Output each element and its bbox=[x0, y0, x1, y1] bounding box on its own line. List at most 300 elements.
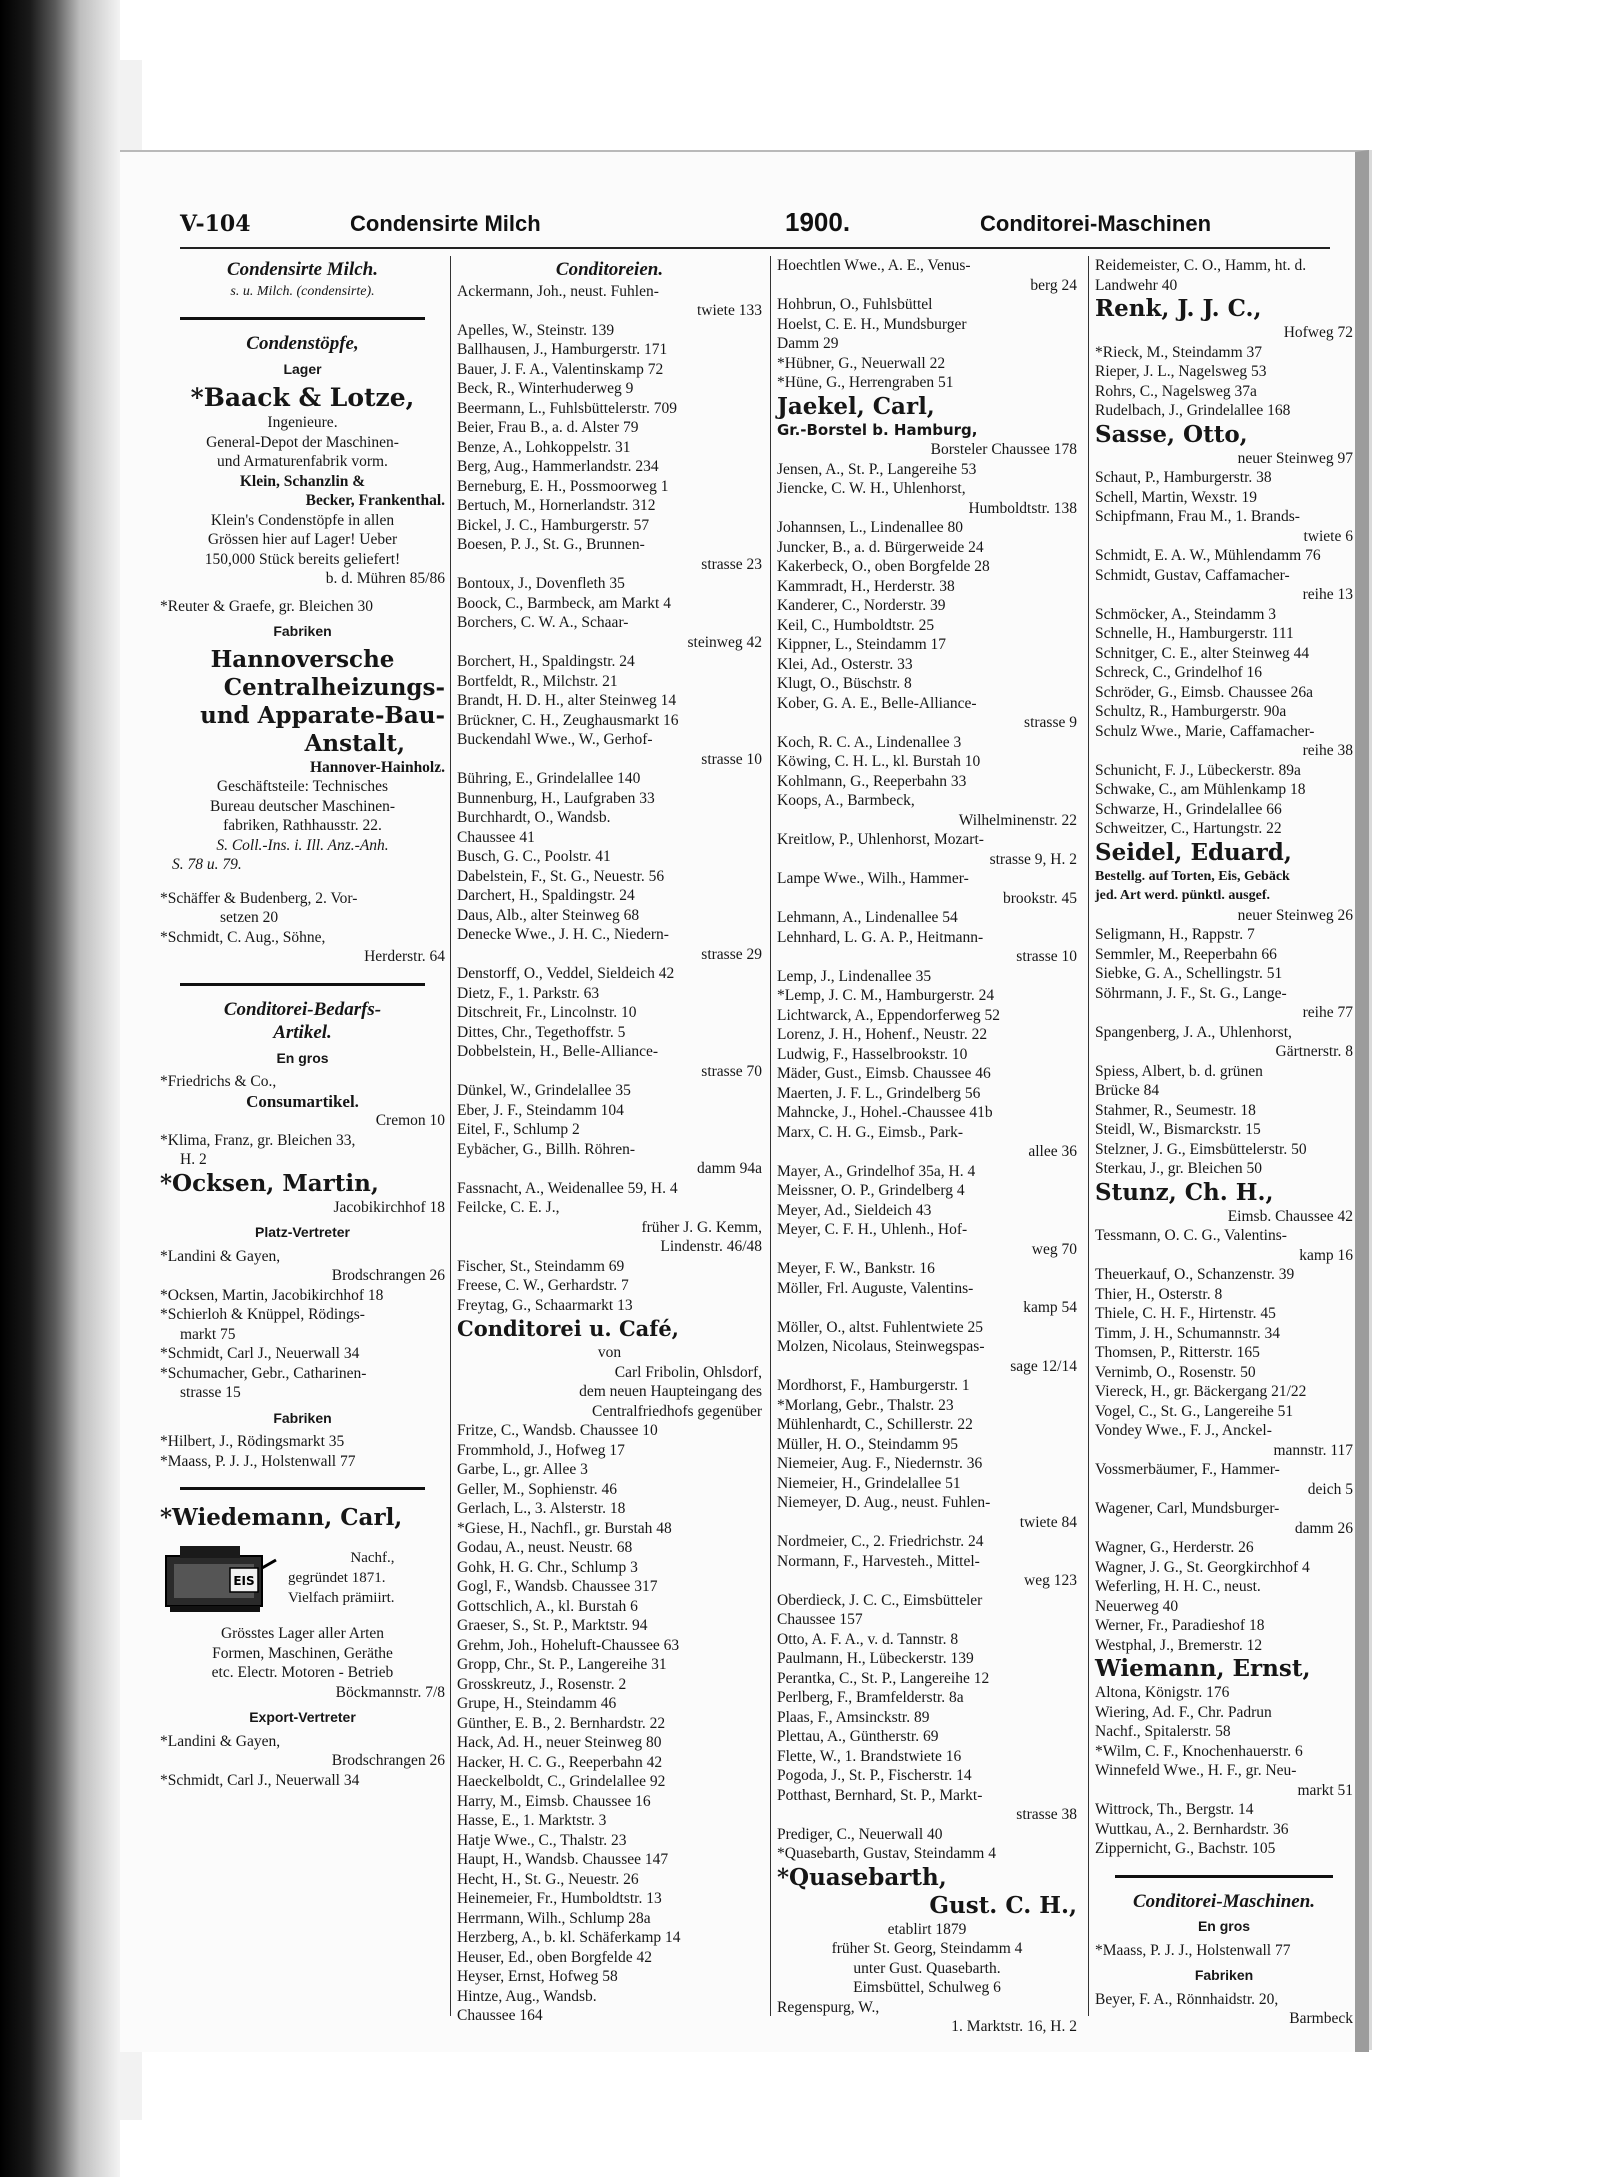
list-item: weg 123 bbox=[1024, 1572, 1077, 1589]
list-item: *Landini & Gayen, bbox=[160, 1247, 281, 1265]
entries-block-2 bbox=[777, 460, 1077, 1864]
wiedemann-text: Grösstes Lager aller Arten bbox=[220, 1625, 385, 1642]
sasse-address: neuer Steinweg 97 bbox=[1237, 449, 1353, 467]
list-item: Kippner, L., Steindamm 17 bbox=[777, 636, 946, 653]
baack-line: Klein, Schanzlin & bbox=[239, 472, 366, 490]
list-item: Wittrock, Th., Bergstr. 14 bbox=[1095, 1801, 1254, 1818]
list-item: damm 94a bbox=[697, 1160, 762, 1177]
list-item: Beermann, L., Fuhlsbüttelerstr. 709 bbox=[457, 399, 677, 417]
section-title-condensirte: Condensirte Milch. bbox=[227, 259, 378, 280]
list-item: Lichtwarck, A., Eppendorferweg 52 bbox=[777, 1006, 1000, 1024]
list-item: Schaut, P., Hamburgerstr. 38 bbox=[1095, 469, 1272, 486]
list-item: Tessmann, O. C. G., Valentins- bbox=[1095, 1227, 1287, 1244]
hannover-line: S. 78 u. 79. bbox=[172, 856, 242, 873]
list-item: strasse 10 bbox=[1016, 948, 1077, 965]
list-item: *Schmidt, C. Aug., Söhne, bbox=[160, 928, 326, 946]
list-item: setzen 20 bbox=[220, 909, 279, 926]
list-item: Hecht, H., St. G., Neuestr. 26 bbox=[457, 1870, 639, 1888]
wiedemann-text: etc. Electr. Motoren - Betrieb bbox=[211, 1664, 394, 1681]
list-item: strasse 38 bbox=[1016, 1806, 1077, 1823]
list-item: Landwehr 40 bbox=[1095, 276, 1178, 294]
list-item: Fischer, St., Steindamm 69 bbox=[457, 1257, 625, 1275]
list-item: Johannsen, L., Lindenallee 80 bbox=[777, 519, 963, 536]
jaekel-location: Gr.-Borstel b. Hamburg, bbox=[777, 420, 978, 439]
list-item: Dietz, F., 1. Parkstr. 63 bbox=[457, 984, 600, 1002]
list-item: Dünkel, W., Grindelallee 35 bbox=[457, 1082, 631, 1099]
list-item: Gropp, Chr., St. P., Langereihe 31 bbox=[457, 1656, 667, 1673]
list-item: Mahncke, J., Hohel.-Chaussee 41b bbox=[777, 1104, 993, 1121]
list-item: Nachf., Spitalerstr. 58 bbox=[1095, 1723, 1231, 1740]
list-item: Rudelbach, J., Grindelallee 168 bbox=[1095, 402, 1291, 419]
list-item: Niemeier, H., Grindelallee 51 bbox=[777, 1474, 961, 1492]
list-item: 1. Marktstr. 16, H. 2 bbox=[951, 2018, 1077, 2035]
firm-quasebarth: *Quasebarth, bbox=[777, 1863, 947, 1891]
list-item: *Rieck, M., Steindamm 37 bbox=[1095, 343, 1263, 361]
wiedemann-line: gegründet 1871. bbox=[288, 1570, 386, 1586]
list-item: Bertuch, M., Hornerlandstr. 312 bbox=[457, 497, 656, 514]
list-item: Kakerbeck, O., oben Borgfelde 28 bbox=[777, 558, 990, 575]
list-item: Haeckelboldt, C., Grindelallee 92 bbox=[457, 1773, 666, 1790]
list-item: Chaussee 41 bbox=[457, 828, 535, 846]
section-title-maschinen: Conditorei-Maschinen. bbox=[1132, 1890, 1316, 1912]
firm-quasebarth: Gust. C. H., bbox=[929, 1891, 1077, 1919]
firm-baack-lotze: *Baack & Lotze, bbox=[190, 383, 415, 412]
list-item: Berg, Aug., Hammerlandstr. 234 bbox=[457, 458, 659, 475]
list-item: *Giese, H., Nachfl., gr. Burstah 48 bbox=[457, 1519, 672, 1537]
list-item: strasse 9, H. 2 bbox=[989, 850, 1077, 868]
list-item: Jiencke, C. W. H., Uhlenhorst, bbox=[777, 480, 966, 497]
list-item: *Maass, P. J. J., Holstenwall 77 bbox=[160, 1452, 356, 1470]
list-item: Vossmerbäumer, F., Hammer- bbox=[1095, 1461, 1280, 1478]
eis-label: EIS bbox=[233, 1574, 255, 1588]
list-item: Feilcke, C. E. J., bbox=[457, 1199, 560, 1216]
list-item: Lehmann, A., Lindenallee 54 bbox=[777, 909, 958, 926]
label-fabriken: Fabriken bbox=[273, 623, 332, 639]
list-item: Reidemeister, C. O., Hamm, ht. d. bbox=[1095, 257, 1307, 274]
list-item: Normann, F., Harvesteh., Mittel- bbox=[777, 1552, 980, 1570]
list-item: Schipfmann, Frau M., 1. Brands- bbox=[1095, 508, 1300, 525]
header-year: 1900. bbox=[785, 207, 851, 237]
list-item: Günther, E. B., 2. Bernhardstr. 22 bbox=[457, 1714, 666, 1732]
list-item: *Schäffer & Budenberg, 2. Vor- bbox=[160, 889, 358, 907]
list-item: Flette, W., 1. Brandstwiete 16 bbox=[777, 1747, 962, 1765]
header-left-title: Condensirte Milch bbox=[350, 211, 541, 236]
list-item: Theuerkauf, O., Schanzenstr. 39 bbox=[1095, 1266, 1295, 1283]
label-fabriken: Fabriken bbox=[273, 1409, 332, 1426]
list-item: Spiess, Albert, b. d. grünen bbox=[1095, 1062, 1263, 1080]
quasebarth-line: Eimsbüttel, Schulweg 6 bbox=[853, 1979, 1001, 1996]
cafe-line: Centralfriedhofs gegenüber bbox=[591, 1402, 762, 1420]
list-item: Gärtnerstr. 8 bbox=[1275, 1043, 1353, 1060]
list-item: sage 12/14 bbox=[1010, 1357, 1077, 1375]
firm-wiedemann: *Wiedemann, Carl, bbox=[160, 1504, 403, 1531]
list-item: Schmidt, E. A. W., Mühlendamm 76 bbox=[1095, 547, 1321, 564]
list-item: Viereck, H., gr. Bäckergang 21/22 bbox=[1095, 1383, 1307, 1400]
list-item: Hoechtlen Wwe., A. E., Venus- bbox=[777, 257, 971, 274]
list-item: Mühlenhardt, C., Schillerstr. 22 bbox=[777, 1416, 973, 1433]
header-right-title: Conditorei-Maschinen bbox=[980, 211, 1212, 236]
seidel-line: jed. Art werd. pünktl. ausgef. bbox=[1095, 888, 1271, 903]
list-item: kamp 54 bbox=[1023, 1299, 1077, 1316]
list-item: Marx, C. H. G., Eimsb., Park- bbox=[777, 1123, 963, 1141]
list-item: Kober, G. A. E., Belle-Alliance- bbox=[777, 694, 977, 712]
consumartikel: Consumartikel. bbox=[246, 1091, 359, 1111]
column-1 bbox=[160, 256, 445, 2016]
list-item: Mordhorst, F., Hamburgerstr. 1 bbox=[777, 1377, 970, 1394]
list-item: Meyer, Ad., Sieldeich 43 bbox=[777, 1201, 932, 1219]
list-item: *Schmidt, Carl J., Neuerwall 34 bbox=[160, 1345, 360, 1362]
list-item: Hacker, H. C. G., Reeperbahn 42 bbox=[457, 1753, 663, 1771]
baack-line: Becker, Frankenthal. bbox=[305, 492, 445, 509]
list-item: Jacobikirchhof 18 bbox=[333, 1198, 445, 1216]
list-item: Koch, R. C. A., Lindenallee 3 bbox=[777, 733, 962, 751]
list-item: *Hüne, G., Herrengraben 51 bbox=[777, 374, 954, 391]
list-item: Barmbeck bbox=[1289, 2010, 1353, 2027]
list-item: strasse 9 bbox=[1024, 714, 1077, 731]
seidel-line: Bestellg. auf Torten, Eis, Gebäck bbox=[1095, 868, 1290, 884]
quasebarth-line: früher St. Georg, Steindamm 4 bbox=[831, 1940, 1023, 1957]
list-item: Weferling, H. H. C., neust. bbox=[1095, 1578, 1261, 1595]
list-item: Niemeyer, D. Aug., neust. Fuhlen- bbox=[777, 1494, 991, 1511]
list-item: Heinemeier, Fr., Humboldtstr. 13 bbox=[457, 1890, 662, 1907]
list-item: Perlberg, F., Bramfelderstr. 8a bbox=[777, 1689, 964, 1706]
list-item: Schnitger, C. E., alter Steinweg 44 bbox=[1095, 644, 1310, 662]
entries-block-2 bbox=[457, 1421, 762, 2026]
list-item: Plettau, A., Güntherstr. 69 bbox=[777, 1728, 939, 1745]
list-item: Wagener, Carl, Mundsburger- bbox=[1095, 1500, 1280, 1517]
list-item: Meyer, C. F. H., Uhlenh., Hof- bbox=[777, 1221, 968, 1238]
hannover-line: Hannover-Hainholz. bbox=[309, 758, 445, 776]
label-fabriken: Fabriken bbox=[1194, 1967, 1254, 1983]
list-item: Möller, Frl. Auguste, Valentins- bbox=[777, 1279, 974, 1297]
list-item: Schwake, C., am Mühlenkamp 18 bbox=[1095, 781, 1306, 798]
list-item: *Schmidt, Carl J., Neuerwall 34 bbox=[160, 1771, 360, 1789]
firm-renk: Renk, J. J. C., bbox=[1095, 295, 1262, 322]
list-item: Brodschrangen 26 bbox=[331, 1267, 445, 1284]
list-item: markt 75 bbox=[180, 1325, 236, 1343]
list-item: Boesen, P. J., St. G., Brunnen- bbox=[457, 536, 645, 553]
list-item: Vogel, C., St. G., Langereihe 51 bbox=[1095, 1402, 1294, 1420]
list-item: Stahmer, R., Seumestr. 18 bbox=[1095, 1101, 1256, 1119]
label-en-gros: En gros bbox=[276, 1049, 329, 1066]
list-item: *Hilbert, J., Rödingsmarkt 35 bbox=[160, 1433, 345, 1450]
list-item: Hintze, Aug., Wandsb. bbox=[457, 1987, 597, 2005]
label-export-vertreter: Export-Vertreter bbox=[249, 1709, 356, 1725]
list-item: brookstr. 45 bbox=[1002, 889, 1077, 907]
list-item: Regenspurg, W., bbox=[777, 1998, 880, 2016]
list-item: *Morlang, Gebr., Thalstr. 23 bbox=[777, 1396, 954, 1414]
list-item: Apelles, W., Steinstr. 139 bbox=[457, 321, 615, 339]
firm-wiemann: Wiemann, Ernst, bbox=[1095, 1655, 1311, 1682]
list-item: Buckendahl Wwe., W., Gerhof- bbox=[457, 731, 653, 748]
list-item: Mayer, A., Grindelhof 35a, H. 4 bbox=[777, 1162, 976, 1180]
list-item: Söhrmann, J. F., St. G., Lange- bbox=[1095, 984, 1287, 1002]
list-item: *Lemp, J. C. M., Hamburgerstr. 24 bbox=[777, 987, 995, 1004]
list-item: *Maass, P. J. J., Holstenwall 77 bbox=[1095, 1941, 1291, 1959]
list-item: Borchers, C. W. A., Schaar- bbox=[457, 614, 629, 631]
list-item: *Landini & Gayen, bbox=[160, 1732, 281, 1750]
divider bbox=[180, 317, 425, 320]
list-item: Cremon 10 bbox=[375, 1112, 445, 1129]
list-item: Maerten, J. F. L., Grindelberg 56 bbox=[777, 1084, 981, 1102]
list-item: Hack, Ad. H., neuer Steinweg 80 bbox=[457, 1734, 662, 1751]
list-item: Bickel, J. C., Hamburgerstr. 57 bbox=[457, 516, 650, 534]
divider bbox=[1115, 1875, 1333, 1878]
divider bbox=[180, 1487, 425, 1490]
wiedemann-text: Formen, Maschinen, Geräthe bbox=[212, 1644, 393, 1662]
list-item: kamp 16 bbox=[1299, 1246, 1353, 1264]
list-item: Niemeier, Aug. F., Niedernstr. 36 bbox=[777, 1455, 983, 1472]
list-item: Thiele, C. H. F., Hirtenstr. 45 bbox=[1095, 1305, 1276, 1322]
list-item: Busch, G. C., Poolstr. 41 bbox=[457, 848, 611, 865]
renk-address: Hofweg 72 bbox=[1283, 324, 1353, 341]
list-item: Graeser, S., St. P., Marktstr. 94 bbox=[457, 1617, 648, 1634]
list-item: Spangenberg, J. A., Uhlenhorst, bbox=[1095, 1023, 1292, 1041]
list-item: Daus, Alb., alter Steinweg 68 bbox=[457, 906, 640, 924]
list-item: Garbe, L., gr. Allee 3 bbox=[457, 1461, 588, 1478]
list-item: Godau, A., neust. Neustr. 68 bbox=[457, 1539, 633, 1556]
list-item: Schwarze, H., Grindelallee 66 bbox=[1095, 800, 1282, 818]
firm-jaekel: Jaekel, Carl, bbox=[777, 392, 935, 420]
list-item: Ackermann, Joh., neust. Fuhlen- bbox=[457, 282, 659, 300]
list-item: Boock, C., Barmbeck, am Markt 4 bbox=[457, 594, 671, 612]
baack-line: General-Depot der Maschinen- bbox=[206, 433, 399, 451]
list-item: Seligmann, H., Rappstr. 7 bbox=[1095, 926, 1255, 943]
section-title-condenstopfe: Condenstöpfe, bbox=[246, 333, 359, 354]
column-4 bbox=[1088, 256, 1353, 2027]
list-item: Hasse, E., 1. Marktstr. 3 bbox=[457, 1812, 607, 1829]
list-item: Schröder, G., Eimsb. Chaussee 26a bbox=[1095, 683, 1314, 701]
list-item: Steidl, W., Bismarckstr. 15 bbox=[1095, 1121, 1261, 1138]
firm-ocksen: *Ocksen, Martin, bbox=[160, 1169, 379, 1197]
list-item: Borchert, H., Spaldingstr. 24 bbox=[457, 653, 635, 670]
list-item: Meyer, F. W., Bankstr. 16 bbox=[777, 1260, 935, 1277]
list-item: Keil, C., Humboldtstr. 25 bbox=[777, 616, 935, 634]
list-item: Geller, M., Sophienstr. 46 bbox=[457, 1480, 617, 1498]
entries-block-1 bbox=[1095, 256, 1353, 295]
list-item: Hoelst, C. E. H., Mundsburger bbox=[777, 315, 967, 333]
list-item: Mäder, Gust., Eimsb. Chaussee 46 bbox=[777, 1065, 991, 1082]
list-item: Heyser, Ernst, Hofweg 58 bbox=[457, 1968, 618, 1985]
list-item: Thomsen, P., Ritterstr. 165 bbox=[1095, 1344, 1260, 1361]
list-item: *Ocksen, Martin, Jacobikirchhof 18 bbox=[160, 1286, 384, 1304]
list-item: Thier, H., Osterstr. 8 bbox=[1095, 1285, 1223, 1303]
list-item: Altona, Königstr. 176 bbox=[1095, 1684, 1230, 1701]
quasebarth-line: unter Gust. Quasebarth. bbox=[853, 1959, 1001, 1977]
hannover-line: Geschäftsteile: Technisches bbox=[216, 778, 389, 795]
list-item: strasse 70 bbox=[701, 1062, 762, 1080]
section-title-bedarf: Conditorei-Bedarfs- bbox=[223, 998, 382, 1020]
list-item: Hohbrun, O., Fuhlsbüttel bbox=[777, 296, 933, 313]
list-item: Wagner, J. G., St. Georgkirchhof 4 bbox=[1095, 1558, 1310, 1576]
list-item: Köwing, C. H. L., kl. Burstah 10 bbox=[777, 753, 981, 770]
list-item: Timm, J. H., Schumannstr. 34 bbox=[1095, 1324, 1281, 1342]
list-item: *Reuter & Graefe, gr. Bleichen 30 bbox=[160, 597, 374, 615]
list-item: mannstr. 117 bbox=[1273, 1441, 1353, 1459]
list-item: Gogl, F., Wandsb. Chaussee 317 bbox=[457, 1578, 658, 1595]
list-item: Berneburg, E. H., Possmoorweg 1 bbox=[457, 477, 669, 495]
wiedemann-ad bbox=[160, 1538, 445, 1618]
list-item: *Klima, Franz, gr. Bleichen 33, bbox=[160, 1131, 356, 1149]
list-item: Benze, A., Lohkoppelstr. 31 bbox=[457, 438, 631, 456]
list-item: H. 2 bbox=[180, 1151, 207, 1168]
list-item: Damm 29 bbox=[777, 335, 839, 352]
list-item: Brodschrangen 26 bbox=[331, 1752, 445, 1769]
list-item: Schweitzer, C., Hartungstr. 22 bbox=[1095, 820, 1282, 837]
list-item: Harry, M., Eimsb. Chaussee 16 bbox=[457, 1792, 651, 1810]
list-item: Herderstr. 64 bbox=[364, 948, 445, 965]
entries-block-3 bbox=[1095, 468, 1353, 839]
baack-line: Ingenieure. bbox=[267, 414, 338, 431]
entries-block-6 bbox=[1095, 1683, 1353, 1859]
list-item: Brandt, H. D. H., alter Steinweg 14 bbox=[457, 692, 677, 709]
hannover-line: Bureau deutscher Maschinen- bbox=[209, 797, 396, 815]
section-title-conditoreien: Conditoreien. bbox=[555, 259, 664, 280]
seidel-line: neuer Steinweg 26 bbox=[1237, 906, 1353, 924]
list-item: Nordmeier, C., 2. Friedrichstr. 24 bbox=[777, 1533, 984, 1550]
page-number: V-104 bbox=[180, 211, 251, 237]
list-item: Kreitlow, P., Uhlenhorst, Mozart- bbox=[777, 831, 984, 848]
list-item: Grupe, H., Steindamm 46 bbox=[457, 1695, 617, 1712]
list-item: Schell, Martin, Wexstr. 19 bbox=[1095, 488, 1258, 506]
list-item: reihe 77 bbox=[1302, 1004, 1353, 1021]
list-item: Plaas, F., Amsinckstr. 89 bbox=[777, 1708, 930, 1726]
list-item: Paulmann, H., Lübeckerstr. 139 bbox=[777, 1650, 974, 1667]
list-item: Zippernicht, G., Bachstr. 105 bbox=[1095, 1840, 1276, 1857]
list-item: Rohrs, C., Nagelsweg 37a bbox=[1095, 382, 1257, 400]
list-item: Freytag, G., Schaarmarkt 13 bbox=[457, 1296, 633, 1314]
wiedemann-line: Vielfach prämiirt. bbox=[288, 1590, 395, 1606]
list-item: Schulz Wwe., Marie, Caffamacher- bbox=[1095, 722, 1315, 740]
list-item: Sterkau, J., gr. Bleichen 50 bbox=[1095, 1160, 1263, 1177]
list-item: Westphal, J., Bremerstr. 12 bbox=[1095, 1636, 1263, 1654]
list-item: *Wilm, C. F., Knochenhauerstr. 6 bbox=[1095, 1742, 1303, 1760]
list-item: Gohk, H. G. Chr., Schlump 3 bbox=[457, 1558, 638, 1576]
list-item: Möller, O., altst. Fuhlentwiete 25 bbox=[777, 1318, 984, 1336]
list-item: Oberdieck, J. C. C., Eimsbütteler bbox=[777, 1591, 983, 1609]
list-item: Darchert, H., Spaldingstr. 24 bbox=[457, 887, 635, 904]
list-item: Schreck, C., Grindelhof 16 bbox=[1095, 664, 1263, 681]
hannover-line: S. Coll.-Ins. i. Ill. Anz.-Anh. bbox=[216, 836, 389, 854]
list-item: Wilhelminenstr. 22 bbox=[958, 811, 1077, 829]
list-item: Bühring, E., Grindelallee 140 bbox=[457, 770, 641, 787]
list-item: strasse 15 bbox=[180, 1384, 241, 1401]
firm-hannoversche: und Apparate-Bau- bbox=[200, 701, 445, 729]
baack-line: Grössen hier auf Lager! Ueber bbox=[207, 531, 398, 548]
list-item: reihe 38 bbox=[1302, 742, 1353, 759]
list-item: Haupt, H., Wandsb. Chaussee 147 bbox=[457, 1851, 669, 1868]
list-item: *Hübner, G., Neuerwall 22 bbox=[777, 354, 946, 372]
list-item: damm 26 bbox=[1294, 1519, 1353, 1537]
list-item: Ludwig, F., Hasselbrookstr. 10 bbox=[777, 1045, 968, 1063]
list-item: *Schumacher, Gebr., Catharinen- bbox=[160, 1364, 367, 1382]
list-item: Lorenz, J. H., Hohenf., Neustr. 22 bbox=[777, 1026, 988, 1043]
list-item: *Schierloh & Knüppel, Rödings- bbox=[160, 1306, 365, 1323]
list-item: twiete 133 bbox=[697, 302, 762, 319]
list-item: markt 51 bbox=[1297, 1781, 1353, 1799]
stunz-address: Eimsb. Chaussee 42 bbox=[1227, 1207, 1353, 1225]
list-item: Bontoux, J., Dovenfleth 35 bbox=[457, 575, 625, 592]
firm-hannoversche: Anstalt, bbox=[304, 729, 405, 757]
list-item: Prediger, C., Neuerwall 40 bbox=[777, 1825, 943, 1843]
firm-hannoversche: Centralheizungs- bbox=[223, 673, 445, 701]
list-item: Humboldtstr. 138 bbox=[968, 499, 1077, 517]
entries-block-4 bbox=[1095, 925, 1353, 1179]
cafe-line: von bbox=[597, 1344, 622, 1361]
list-item: allee 36 bbox=[1028, 1143, 1077, 1160]
entries-block-1 bbox=[457, 282, 762, 1316]
list-item: Denstorff, O., Veddel, Sieldeich 42 bbox=[457, 965, 675, 982]
list-item: Potthast, Bernhard, St. P., Markt- bbox=[777, 1786, 983, 1804]
firm-stunz: Stunz, Ch. H., bbox=[1095, 1178, 1274, 1206]
quasebarth-line: etablirt 1879 bbox=[887, 1920, 967, 1938]
list-item: Wiering, Ad. F., Chr. Padrun bbox=[1095, 1703, 1272, 1721]
list-item: Juncker, B., a. d. Bürgerweide 24 bbox=[777, 538, 984, 556]
list-item: Schnelle, H., Hamburgerstr. 111 bbox=[1095, 625, 1294, 642]
list-item: Werner, Fr., Paradieshof 18 bbox=[1095, 1617, 1265, 1634]
list-item: Dabelstein, F., St. G., Neuestr. 56 bbox=[457, 867, 665, 885]
list-item: Burchhardt, O., Wandsb. bbox=[457, 809, 611, 826]
list-item: Gottschlich, A., kl. Burstah 6 bbox=[457, 1597, 638, 1615]
list-item: twiete 84 bbox=[1019, 1513, 1077, 1531]
list-item: steinweg 42 bbox=[687, 633, 762, 651]
list-item: Wagner, G., Herderstr. 26 bbox=[1095, 1539, 1254, 1556]
list-item: berg 24 bbox=[1030, 276, 1077, 294]
list-item: Dobbelstein, H., Belle-Alliance- bbox=[457, 1043, 659, 1060]
list-item: Fassnacht, A., Weidenallee 59, H. 4 bbox=[457, 1179, 678, 1197]
wiedemann-text: Böckmannstr. 7/8 bbox=[335, 1683, 445, 1701]
list-item: Rieper, J. L., Nagelsweg 53 bbox=[1095, 363, 1267, 380]
list-item: Lampe Wwe., Wilh., Hammer- bbox=[777, 870, 969, 887]
list-item: Schunicht, F. J., Lübeckerstr. 89a bbox=[1095, 761, 1301, 779]
firm-conditorei-cafe: Conditorei u. Café, bbox=[457, 1316, 679, 1341]
list-item: Ballhausen, J., Hamburgerstr. 171 bbox=[457, 341, 668, 358]
list-item: Müller, H. O., Steindamm 95 bbox=[777, 1435, 959, 1453]
list-item: Molzen, Nicolaus, Steinwegspas- bbox=[777, 1338, 985, 1355]
list-item: Wuttkau, A., 2. Bernhardstr. 36 bbox=[1095, 1820, 1289, 1838]
hannover-line: fabriken, Rathhausstr. 22. bbox=[223, 817, 382, 834]
firm-sasse: Sasse, Otto, bbox=[1095, 420, 1248, 448]
list-item: twiete 6 bbox=[1303, 527, 1353, 545]
label-lager: Lager bbox=[283, 360, 322, 377]
list-item: Vernimb, O., Rosenstr. 50 bbox=[1095, 1363, 1256, 1381]
list-item: Beck, R., Winterhuderweg 9 bbox=[457, 380, 634, 397]
list-item: Otto, A. F. A., v. d. Tannstr. 8 bbox=[777, 1630, 959, 1648]
list-item: strasse 10 bbox=[701, 750, 762, 768]
list-item: weg 70 bbox=[1031, 1240, 1077, 1258]
list-item: strasse 23 bbox=[701, 555, 762, 573]
list-item: Beyer, F. A., Rönnhaidstr. 20, bbox=[1095, 1990, 1279, 2008]
list-item: Semmler, M., Reeperbahn 66 bbox=[1095, 945, 1277, 963]
baack-line: 150,000 Stück bereits geliefert! bbox=[204, 550, 401, 568]
list-item: Dittes, Chr., Tegethoffstr. 5 bbox=[457, 1023, 626, 1041]
list-item: Bortfeldt, R., Milchstr. 21 bbox=[457, 672, 618, 690]
list-item: Pogoda, J., St. P., Fischerstr. 14 bbox=[777, 1767, 972, 1784]
list-item: Gerlach, L., 3. Alsterstr. 18 bbox=[457, 1500, 626, 1517]
cafe-line: dem neuen Haupteingang des bbox=[579, 1383, 762, 1400]
list-item: Jensen, A., St. P., Langereihe 53 bbox=[777, 460, 977, 478]
list-item: Bunnenburg, H., Laufgraben 33 bbox=[457, 789, 655, 807]
list-item: Vondey Wwe., F. J., Anckel- bbox=[1095, 1422, 1272, 1439]
list-item: Winnefeld Wwe., H. F., gr. Neu- bbox=[1095, 1762, 1297, 1779]
list-item: Kohlmann, G., Reeperbahn 33 bbox=[777, 772, 967, 790]
list-item: *Friedrichs & Co., bbox=[160, 1073, 277, 1090]
list-item: Chaussee 164 bbox=[457, 2007, 543, 2024]
list-item: Neuerweg 40 bbox=[1095, 1597, 1179, 1615]
divider bbox=[180, 983, 425, 986]
list-item: Perantka, C., St. P., Langereihe 12 bbox=[777, 1669, 990, 1687]
list-item: Schmöcker, A., Steindamm 3 bbox=[1095, 605, 1277, 623]
